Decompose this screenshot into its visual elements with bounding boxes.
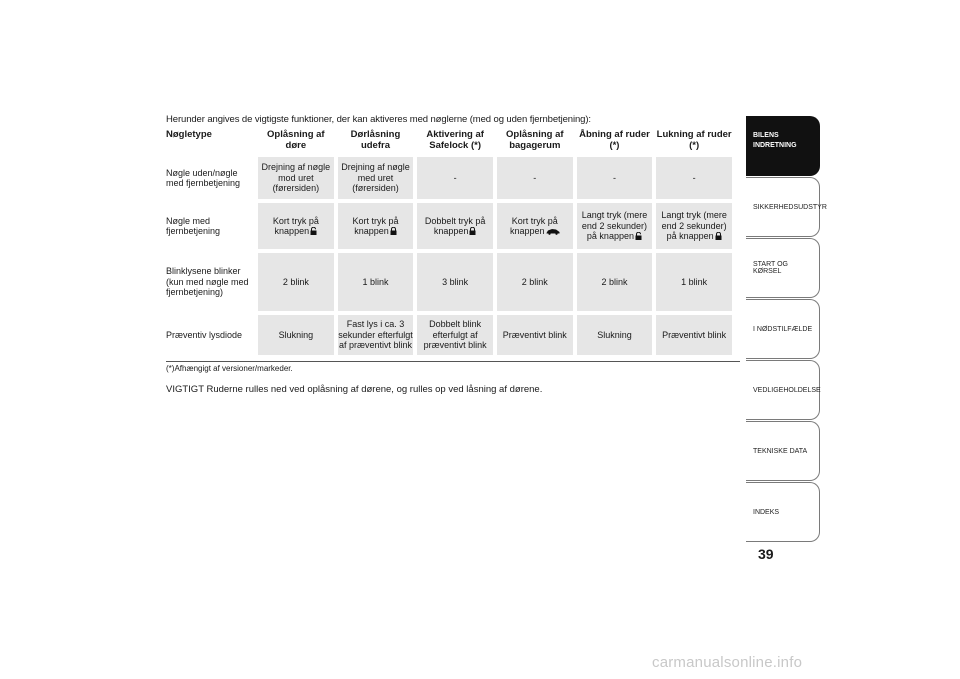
lock-icon [715,232,722,240]
table-cell [656,203,732,249]
row-label: Nøgle med fjernbetjening [166,203,254,249]
nav-tab-label: START OG KØRSEL [753,261,789,275]
table-cell [577,203,653,249]
header-safelock: Aktivering af Safelock (*) [426,129,484,151]
header-lock-outside: Dørlåsning udefra [350,129,401,151]
page-number: 39 [758,546,774,562]
nav-tab-i-nodstilfaelde[interactable] [746,299,820,359]
important-note: VIGTIGT Ruderne rulles ned ved oplåsning af dørene, og rulles op ved låsning af dørene. [166,384,543,395]
table-row [166,253,732,311]
intro-text: Herunder angives de vigtigste funktioner, der kan aktiveres med nøglerne (med og uden fjernbetjening): [166,114,591,125]
nav-tab-sikkerhedsudstyr[interactable] [746,177,827,237]
chapter-nav [746,116,827,543]
nav-tab-label: TEKNISKE DATA [753,447,808,455]
nav-tab-label: SIKKERHEDSUDSTYR [753,203,827,211]
key-functions-table [162,128,736,355]
table-divider [166,361,740,362]
row-label: Nøgle uden/nøgle med fjernbetjening [166,157,254,199]
lock-icon [469,227,476,235]
trunk-icon [546,228,560,235]
nav-tab-vedligeholdelse[interactable] [746,360,820,420]
table-cell: 2 blink [577,253,653,311]
table-cell [497,203,573,249]
table-cell: Drejning af nøgle mod uret (førersiden) [258,157,334,199]
table-cell: Fast lys i ca. 3 sekunder efterfulgt af præventivt blink [338,315,414,355]
table-cell: Slukning [258,315,334,355]
cell-text: Langt tryk (mere end 2 sekunder) på knappen [581,210,648,242]
watermark: carmanualsonline.info [652,654,803,671]
nav-tab-indeks[interactable] [746,482,820,542]
nav-tab-bilens-indretning[interactable] [746,116,820,176]
table-cell: - [497,157,573,199]
table-cell: Præventivt blink [656,315,732,355]
row-label: Præventiv lysdiode [166,315,254,355]
table-cell: Dobbelt blink efterfulgt af præventivt blink [417,315,493,355]
table-cell: - [656,157,732,199]
nav-tab-tekniske-data[interactable] [746,421,820,481]
nav-tab-start-og-korsel[interactable] [746,238,820,298]
table-cell [338,203,414,249]
footnote: (*)Afhængigt af versioner/markeder. [166,364,293,373]
nav-tab-label: INDEKS [753,508,780,516]
table-cell: - [577,157,653,199]
table-cell: 2 blink [497,253,573,311]
table-cell: 3 blink [417,253,493,311]
table-cell [417,203,493,249]
header-key-type: Nøgletype [166,129,212,140]
table-cell: 2 blink [258,253,334,311]
unlock-icon [310,227,317,235]
table-row [166,203,732,249]
cell-text: Kort tryk på knappen [352,215,399,236]
header-close-windows: Lukning af ruder (*) [656,129,732,151]
nav-tab-label: BILENS INDRETNING [753,132,797,149]
row-label: Blinklysene blinker (kun med nøgle med fjernbetjening) [166,253,254,311]
nav-tab-label: VEDLIGEHOLDELSE [753,386,821,394]
table-cell: - [417,157,493,199]
header-unlock-trunk: Oplåsning af bagagerum [506,129,564,151]
table-row [166,157,732,199]
cell-text: Dobbelt tryk på knappen [424,215,486,236]
table-cell: Præventivt blink [497,315,573,355]
cell-text: Langt tryk (mere end 2 sekunder) på knappen [661,210,727,242]
table-cell: Slukning [577,315,653,355]
cell-text: Kort tryk på knappen [272,215,319,236]
header-open-windows: Åbning af ruder (*) [579,129,650,151]
header-unlock-doors: Oplåsning af døre [267,129,325,151]
lock-icon [390,227,397,235]
table-cell: 1 blink [656,253,732,311]
unlock-icon [635,232,642,240]
table-cell [258,203,334,249]
nav-tab-label: I NØDSTILFÆLDE [753,325,813,333]
table-row [166,315,732,355]
table-header-row [166,128,732,157]
table-cell: 1 blink [338,253,414,311]
cell-text: Kort tryk på knappen [510,215,558,236]
table-cell: Drejning af nøgle med uret (førersiden) [338,157,414,199]
